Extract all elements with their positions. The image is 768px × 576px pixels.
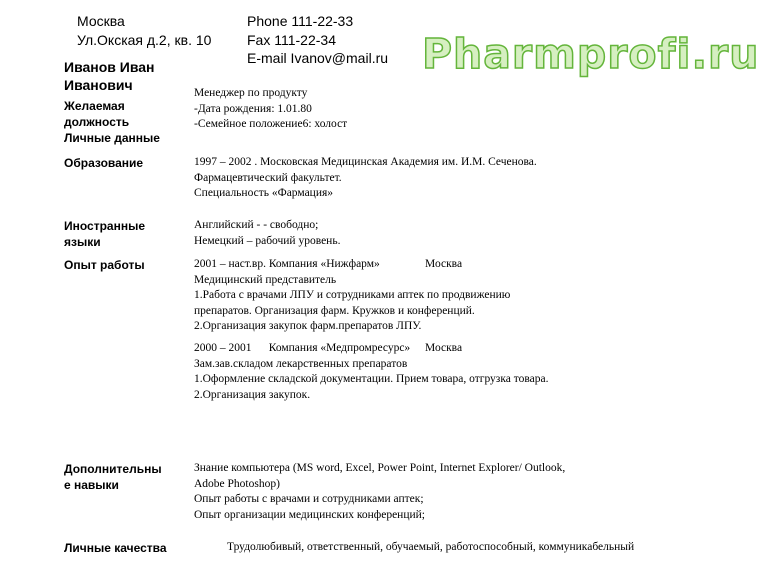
- person-name: [64, 58, 155, 94]
- job-1-header: [194, 257, 510, 273]
- position-block: [194, 86, 347, 133]
- job-1-line: Медицинский представитель: [194, 273, 337, 286]
- job-2-line: Зам.зав.складом лекарственных препаратов: [194, 357, 408, 370]
- birth-date: -Дата рождения: 1.01.80: [194, 102, 312, 115]
- job-1-city: Москва: [425, 258, 463, 270]
- position-value: Менеджер по продукту: [194, 87, 308, 99]
- qualities-label: Личные качества: [64, 541, 167, 555]
- position-label-line-2: должность: [64, 115, 130, 129]
- phone: Phone 111-22-33: [247, 13, 354, 29]
- skill-line: Опыт работы с врачами и сотрудниками аптек;: [194, 493, 424, 505]
- education-line: 1997 – 2002 . Московская Медицинская Академия им. И.М. Сеченова.: [194, 156, 537, 168]
- education-label: Образование: [64, 156, 144, 170]
- city: Москва: [77, 13, 125, 29]
- languages-block: [194, 218, 340, 249]
- qualities-value: Трудолюбивый, ответственный, обучаемый, работоспособный, коммуникабельный: [227, 541, 635, 553]
- fax: Fax 111-22-34: [247, 32, 336, 48]
- job-2-line: 1.Оформление складской документации. Прием товара, отгрузка товара.: [194, 373, 549, 385]
- languages-label-line-2: языки: [64, 235, 101, 249]
- skills-label-line-1: Дополнительны: [64, 462, 162, 476]
- address: Ул.Окская д.2, кв. 10: [77, 32, 212, 48]
- language-line: Немецкий – рабочий уровень.: [194, 234, 341, 247]
- skill-line: Знание компьютера (MS word, Excel, Power Point, Internet Explorer/ Outlook,: [194, 462, 566, 474]
- job-1-line: препаратов. Организация фарм. Кружков и конференций.: [194, 304, 475, 317]
- languages-label-line-1: Иностранные: [64, 219, 146, 233]
- skills-block: [194, 461, 565, 523]
- personal-label: Личные данные: [64, 131, 160, 145]
- education-line: Специальность «Фармация»: [194, 187, 334, 199]
- education-block: [194, 155, 537, 202]
- job-2-line: 2.Организация закупок.: [194, 388, 311, 401]
- education-line: Фармацевтический факультет.: [194, 171, 342, 184]
- skill-line: Опыт организации медицинских конференций;: [194, 508, 425, 521]
- position-label-line-1: Желаемая: [64, 99, 125, 113]
- job-1-period-company: 2001 – наст.вр. Компания «Нижфарм»: [194, 258, 380, 270]
- position-label: [64, 98, 160, 146]
- languages-label: [64, 218, 145, 250]
- name-line-1: Иванов Иван: [64, 59, 155, 75]
- marital-status: -Семейное положение6: холост: [194, 118, 348, 130]
- experience-label: Опыт работы: [64, 258, 145, 272]
- pharmprofi-logo: Pharmprofi.ru: [422, 30, 760, 78]
- language-line: Английский - - свободно;: [194, 219, 319, 231]
- job-2-city: Москва: [425, 342, 463, 354]
- skills-label: [64, 461, 162, 493]
- job-1: [194, 257, 510, 335]
- job-1-line: 2.Организация закупок фарм.препаратов ЛПУ.: [194, 320, 422, 332]
- name-line-2: Иванович: [64, 77, 133, 93]
- job-2-period-company: 2000 – 2001 Компания «Медпромресурс»: [194, 342, 411, 354]
- email[interactable]: E-mail Ivanov@mail.ru: [247, 50, 389, 66]
- job-2: [194, 341, 548, 403]
- job-1-line: 1.Работа с врачами ЛПУ и сотрудниками аптек по продвижению: [194, 289, 511, 301]
- skills-label-line-2: е навыки: [64, 478, 119, 492]
- skill-line: Adobe Photoshop): [194, 477, 280, 490]
